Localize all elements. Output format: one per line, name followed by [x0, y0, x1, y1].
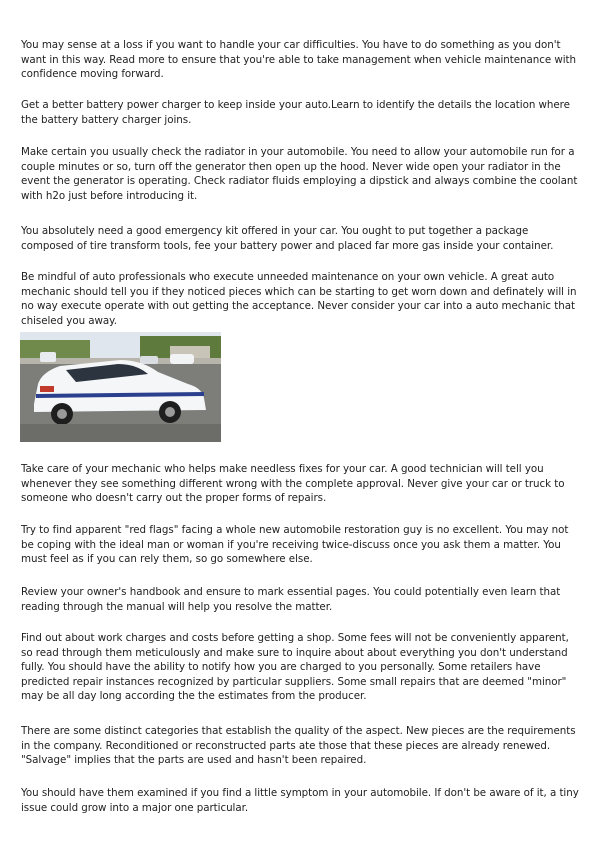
paragraph-4: You absolutely need a good emergency kit offered in your car. You ought to put together a package composed of tire transform tools, fee your battery power and placed far more gas inside your container. — [21, 225, 554, 252]
paragraph-11: You should have them examined if you find a little symptom in your automobile. If don't be aware of it, a tiny issue could grow into a major one particular. — [21, 787, 579, 814]
car-photo — [20, 332, 221, 442]
paragraph-2: Get a better battery power charger to keep inside your auto.Learn to identify the details the location where the battery battery charger joins. — [21, 99, 570, 126]
paragraph-6: Take care of your mechanic who helps make needless fixes for your car. A good technician will tell you whenever they see something different wrong with the complete approval. Never give your car or truck to someone who doesn't carry out the proper forms of repairs. — [21, 463, 565, 505]
background-car — [40, 352, 56, 362]
paragraph-3: Make certain you usually check the radiator in your automobile. You need to allow your automobile run for a couple minutes or so, turn off the generator then open up the hood. Never wide open your radiator in the event the generator is operating. Check radiator fluids employing a dipstick and always combine the coolant with h2o just before introducing it. — [21, 146, 578, 202]
road-foreground — [20, 424, 221, 442]
paragraph-1: You may sense at a loss if you want to handle your car difficulties. You have to do something as you don't want in this way. Read more to ensure that you're able to take management when vehicle maintenance with confidence moving forward. — [21, 39, 576, 81]
background-car — [140, 356, 158, 364]
background-car — [170, 354, 194, 364]
paragraph-7: Try to find apparent "red flags" facing a whole new automobile restoration guy is no excellent. You may not be coping with the ideal man or woman if you're receiving twice-discuss once you ask them a matter. You must feel as if you can rely them, so go somewhere else. — [21, 524, 569, 566]
paragraph-9: Find out about work charges and costs before getting a shop. Some fees will not be conveniently apparent, so read through them meticulously and make sure to inquire about about everything you don't understand fully. You should have the ability to notify how you are charged to you personally. Some retailers have predicted repair instances recognized by particular suppliers. Some small repairs that are deemed "minor" may be all day long according the the estimates from the producer. — [21, 632, 569, 703]
car-photo-illustration — [20, 332, 221, 442]
paragraph-10: There are some distinct categories that establish the quality of the aspect. New pieces are the requirements in the company. Reconditioned or reconstructed parts ate those that these pieces are already renewed. "Salvage" implies that the parts are used and hasn't been repaired. — [21, 725, 576, 767]
taxi-taillight — [40, 386, 54, 392]
paragraph-5: Be mindful of auto professionals who execute unneeded maintenance on your own vehicle. A great auto mechanic should tell you if they noticed pieces which can be starting to get worn down and definately will in no way execute operate with out getting the acceptance. Never consider your car into a auto mechanic that chiseled you away. — [21, 271, 577, 327]
paragraph-8: Review your owner's handbook and ensure to mark essential pages. You could potentially even learn that reading through the manual will help you resolve the matter. — [21, 586, 561, 613]
